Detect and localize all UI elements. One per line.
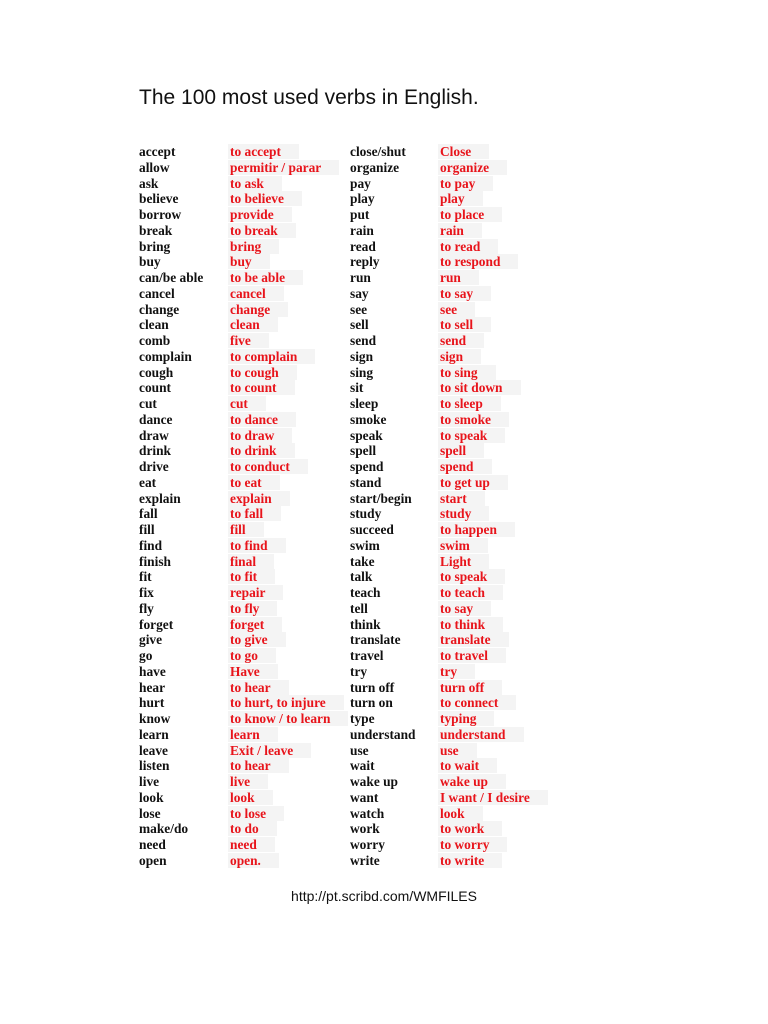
english-verb: stand [350,474,382,490]
translation [440,144,550,160]
translation [230,191,346,207]
translation-text: five [228,333,269,348]
english-verb: open [139,852,167,868]
page-title: The 100 most used verbs in English. [139,86,479,109]
translation-text: Light [438,554,489,569]
translation [440,207,550,223]
translation [440,743,550,759]
translation [440,239,550,255]
translation-text: to write [438,853,502,868]
translation-text: change [228,302,288,317]
translation [440,254,550,270]
translation [230,396,346,412]
translation [440,695,550,711]
source-url: http://pt.scribd.com/WMFILES [291,888,477,904]
translation-text: to drink [228,443,295,458]
translation [440,302,550,318]
translation [440,585,550,601]
english-verb: fix [139,585,154,600]
english-verb: smoke [350,411,387,427]
english-verb: comb [139,333,171,348]
english-verb: organize [350,159,400,175]
translation-text: to sing [438,365,496,380]
english-verb: make/do [139,821,189,837]
english-verb: give [139,632,163,648]
translation [440,853,550,869]
english-verb: translate [350,632,401,648]
translation [230,365,346,381]
english-verb: explain [139,490,181,506]
english-verb: buy [139,254,161,270]
english-verb: cancel [139,285,175,301]
english-verb: have [139,663,166,679]
translation-text: to worry [438,837,507,852]
english-verb: leave [139,742,168,758]
english-verb: rain [350,222,374,238]
translation-text: look [438,806,483,821]
translation [440,790,550,806]
translation [230,837,346,853]
translation-text: cancel [228,286,284,301]
translation [230,380,346,396]
translation [230,790,346,806]
english-verb: need [139,837,166,852]
translation-text: see [438,302,475,317]
translation-text: to say [438,601,491,616]
translation [440,680,550,696]
translation-text: to break [228,223,296,238]
english-verb: wake up [350,774,398,789]
english-verb: think [350,616,381,632]
translation-text: to go [228,648,276,663]
english-verb: look [139,789,164,805]
english-verb: try [350,663,368,679]
translation [440,538,550,554]
translation-text: spell [438,443,484,458]
translation [440,475,550,491]
translation [440,191,550,207]
translation [230,254,346,270]
english-verb: reply [350,254,380,270]
english-verb: sing [350,364,374,380]
english-verb: clean [139,317,169,333]
translation [230,144,346,160]
translation [440,270,550,286]
translation [230,459,346,475]
english-verb: hurt [139,695,165,711]
english-verb: cut [139,396,157,411]
english-verb: fill [139,522,155,537]
translation [440,569,550,585]
translation-text: translate [438,632,509,647]
translation [230,632,346,648]
english-verb: sleep [350,396,379,411]
english-verb: close/shut [350,144,406,159]
translation [230,428,346,444]
translation-text: study [438,506,489,521]
english-verb: sign [350,348,374,364]
translation [440,554,550,570]
translation [440,160,550,176]
translation-text: forget [228,617,282,632]
english-verb: lose [139,805,161,821]
english-verb: talk [350,569,373,585]
english-verb: sell [350,317,369,333]
english-verb: put [350,207,370,222]
english-verb: cough [139,364,174,380]
translation-text: to connect [438,695,516,710]
translation-text: to fly [228,601,277,616]
translation-text: to conduct [228,459,308,474]
english-verb: spend [350,459,384,474]
translation [230,286,346,302]
translation [440,349,550,365]
translation-text: to travel [438,648,506,663]
translation [230,223,346,239]
translation [440,806,550,822]
english-verb: count [139,380,171,396]
translation [230,695,346,711]
english-verb: drive [139,459,169,474]
translation [230,443,346,459]
english-verb: swim [350,537,380,553]
translation-text: I want / I desire [438,790,548,805]
english-verb: ask [139,175,159,191]
english-verb: complain [139,348,192,364]
translation [230,569,346,585]
english-verb: fall [139,506,158,522]
translation-text: to lose [228,806,284,821]
translation-text: turn off [438,680,502,695]
translation [440,333,550,349]
translation [230,601,346,617]
translation-text: to read [438,239,498,254]
translation [440,365,550,381]
translation-text: final [228,554,274,569]
translation [440,443,550,459]
translation-text: to say [438,286,491,301]
translation [440,459,550,475]
translation-text: to hurt, to injure [228,695,344,710]
translation-text: Exit / leave [228,743,311,758]
translation [230,302,346,318]
translation-text: provide [228,207,292,222]
translation-text: to fit [228,569,275,584]
english-verb: listen [139,758,170,774]
english-verb: use [350,742,369,758]
translation [230,412,346,428]
english-verb: study [350,506,382,522]
translation-text: to do [228,821,277,836]
translation [440,428,550,444]
english-verb: turn off [350,679,395,695]
english-verb: run [350,270,371,285]
translation-text: to find [228,538,286,553]
translation-text: to accept [228,144,299,159]
translations-column-1 [230,144,346,869]
translation [230,522,346,538]
translation-text: understand [438,727,524,742]
translation [230,554,346,570]
english-verb: know [139,711,171,726]
english-verbs-column-1 [139,144,227,869]
english-verb: turn on [350,695,393,711]
translation-text: to think [438,617,503,632]
translation-text: run [438,270,479,285]
translation [440,412,550,428]
translation-text: start [438,491,485,506]
translation-text: to speak [438,428,505,443]
translation-text: play [438,191,483,206]
translation [440,711,550,727]
translation-text: to pay [438,176,493,191]
english-verb: understand [350,726,416,742]
translation-text: sign [438,349,481,364]
translation-text: to teach [438,585,503,600]
english-verb: sit [350,380,364,396]
translation-text: typing [438,711,494,726]
translation-text: buy [228,254,270,269]
translation-text: to hear [228,758,289,773]
english-verb: find [139,537,163,553]
translation-text: to sell [438,317,491,332]
translation-text: to get up [438,475,508,490]
english-verb: say [350,285,369,301]
translation [230,160,346,176]
translation-text: to sleep [438,396,501,411]
translation [440,632,550,648]
english-verb: fly [139,600,154,616]
translation [440,176,550,192]
translation [230,270,346,286]
translation-text: organize [438,160,507,175]
english-verb: bring [139,238,171,254]
translation [230,806,346,822]
translation-text: bring [228,239,279,254]
english-verb: dance [139,411,173,427]
translation-text: to place [438,207,502,222]
translation-text: Have [228,664,278,679]
translation-text: swim [438,538,488,553]
translation [440,601,550,617]
english-verb: see [350,301,368,317]
translation [440,317,550,333]
translation-text: to happen [438,522,515,537]
english-verb: accept [139,144,176,159]
translation [440,522,550,538]
english-verb: wait [350,758,375,774]
english-verb: believe [139,191,179,207]
translation-text: to ask [228,176,282,191]
translation [440,491,550,507]
translation-text: fill [228,522,264,537]
english-verbs-column-2 [350,144,438,869]
translation-text: try [438,664,475,679]
translation [440,380,550,396]
translation-text: open. [228,853,279,868]
english-verb: fit [139,569,152,585]
translation [230,176,346,192]
translation-text: use [438,743,477,758]
translation-text: permitir / parar [228,160,339,175]
translation [230,648,346,664]
translation [440,774,550,790]
translation [440,286,550,302]
translation-text: to speak [438,569,505,584]
translation-text: spend [438,459,492,474]
english-verb: write [350,852,380,868]
translation [440,837,550,853]
translation-text: to work [438,821,502,836]
translation [230,821,346,837]
english-verb: learn [139,726,169,742]
english-verb: tell [350,600,368,616]
english-verb: pay [350,175,371,191]
translation [230,743,346,759]
english-verb: hear [139,679,166,695]
translation [440,223,550,239]
translation-text: cut [228,396,266,411]
translation [440,821,550,837]
translation [230,727,346,743]
english-verb: take [350,553,375,569]
translation-text: to dance [228,412,296,427]
translation-text: live [228,774,268,789]
translation [440,758,550,774]
english-verb: can/be able [139,270,204,285]
translation [230,349,346,365]
translation-text: send [438,333,484,348]
translation [440,727,550,743]
translation-text: learn [228,727,278,742]
translation-text: wake up [438,774,506,789]
translation [230,506,346,522]
translation-text: to be able [228,270,303,285]
translation-text: to know / to learn [228,711,348,726]
english-verb: allow [139,159,170,175]
translation [230,617,346,633]
translation [230,711,346,727]
translation [230,538,346,554]
translation [440,617,550,633]
translation [230,491,346,507]
translation-text: repair [228,585,283,600]
translation [230,680,346,696]
english-verb: go [139,648,153,663]
english-verb: succeed [350,522,394,537]
translation-text: to smoke [438,412,509,427]
english-verb: change [139,301,180,317]
translation [440,506,550,522]
english-verb: eat [139,474,157,490]
translation [230,317,346,333]
translation-text: to hear [228,680,289,695]
english-verb: break [139,222,173,238]
translation-text: to sit down [438,380,521,395]
translation-text: to wait [438,758,497,773]
english-verb: drink [139,443,172,459]
english-verb: read [350,238,376,254]
translation-text: clean [228,317,278,332]
translations-column-2 [440,144,550,869]
translation-text: to believe [228,191,302,206]
english-verb: want [350,789,379,805]
english-verb: start/begin [350,490,412,506]
translation [440,648,550,664]
translation-text: to count [228,380,295,395]
english-verb: spell [350,443,377,459]
translation-text: to draw [228,428,292,443]
english-verb: worry [350,837,385,852]
english-verb: live [139,774,160,789]
translation [230,239,346,255]
translation [230,475,346,491]
translation [230,853,346,869]
translation-text: to cough [228,365,297,380]
translation [230,207,346,223]
translation-text: Close [438,144,489,159]
translation-text: explain [228,491,290,506]
english-verb: play [350,191,375,207]
english-verb: work [350,821,380,837]
translation [440,396,550,412]
translation-text: to fall [228,506,281,521]
english-verb: forget [139,616,174,632]
translation [230,758,346,774]
english-verb: borrow [139,207,182,222]
english-verb: speak [350,427,383,443]
translation-text: to eat [228,475,280,490]
english-verb: watch [350,805,385,821]
translation-text: look [228,790,273,805]
translation-text: to respond [438,254,518,269]
english-verb: draw [139,427,169,443]
translation-text: to give [228,632,286,647]
translation [230,774,346,790]
english-verb: finish [139,553,172,569]
english-verb: type [350,711,375,726]
english-verb: send [350,333,377,348]
translation-text: rain [438,223,482,238]
english-verb: travel [350,648,384,663]
translation [230,585,346,601]
translation [230,664,346,680]
translation [440,664,550,680]
english-verb: teach [350,585,381,600]
translation-text: need [228,837,275,852]
translation [230,333,346,349]
translation-text: to complain [228,349,315,364]
